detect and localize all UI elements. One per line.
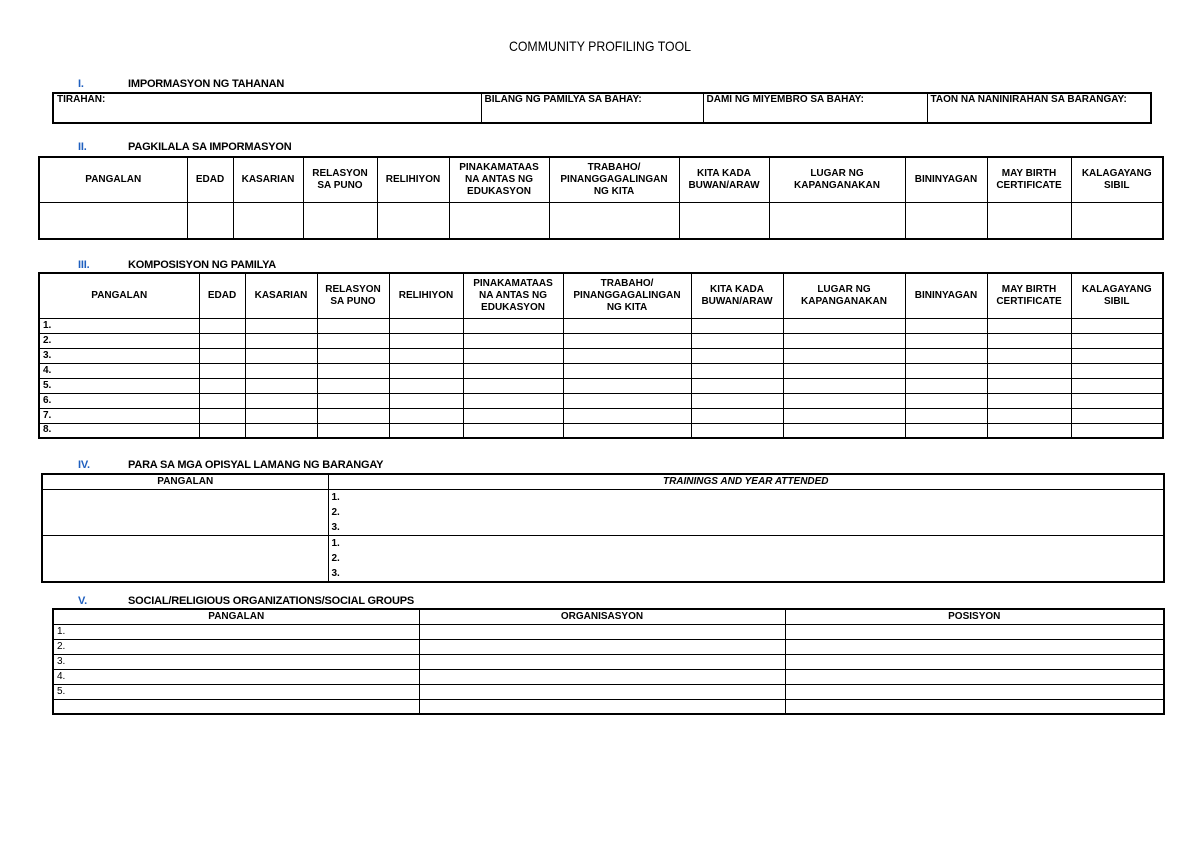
official-trainings-cell[interactable] [328,489,1164,535]
org-row[interactable] [53,699,1164,714]
family-header-birth-cert: MAY BIRTH CERTIFICATE [987,273,1071,318]
family-header-bininyagan: BININYAGAN [905,273,987,318]
org-row[interactable] [53,639,1164,654]
profile-header-kita: KITA KADA BUWAN/ARAW [679,157,769,202]
profile-header-edukasyon: PINAKAMATAAS NA ANTAS NG EDUKASYON [449,157,549,202]
training-item: 2. [331,506,340,518]
family-row-number: 1. [39,318,199,333]
family-header-trabaho: TRABAHO/ PINANGGAGALINGAN NG KITA [563,273,691,318]
officials-row[interactable] [42,535,1164,582]
family-row-number: 5. [39,378,199,393]
family-row[interactable] [39,348,1163,363]
officials-header-pangalan: PANGALAN [42,474,328,489]
org-row-number: 4. [53,669,419,684]
family-row-number: 7. [39,408,199,423]
training-item: 3. [331,521,340,533]
profile-header-trabaho: TRABAHO/ PINANGGAGALINGAN NG KITA [549,157,679,202]
section-4-number: IV. [78,459,90,471]
family-row[interactable] [39,318,1163,333]
org-row[interactable] [53,624,1164,639]
org-row-number: 1. [53,624,419,639]
training-item: 1. [331,491,340,503]
family-header-kalagayang-sibil: KALAGAYANG SIBIL [1071,273,1163,318]
officials-trainings-table [41,473,1165,583]
family-row[interactable] [39,378,1163,393]
profile-header-relihiyon: RELIHIYON [377,157,449,202]
profile-header-kalagayang-sibil: KALAGAYANG SIBIL [1071,157,1163,202]
training-item: 1. [331,537,340,549]
section-4-title: PARA SA MGA OPISYAL LAMANG NG BARANGAY [128,459,384,471]
organizations-table [52,608,1165,715]
family-row[interactable] [39,393,1163,408]
officials-row[interactable] [42,489,1164,535]
orgs-header-pangalan: PANGALAN [53,609,419,624]
family-row[interactable] [39,333,1163,348]
official-name-cell[interactable] [42,535,328,582]
profile-entry-row[interactable] [39,202,1163,239]
profile-header-edad: EDAD [187,157,233,202]
family-row[interactable] [39,408,1163,423]
section-1-number: I. [78,78,84,90]
family-header-relasyon: RELASYON SA PUNO [317,273,389,318]
orgs-header-organisasyon: ORGANISASYON [419,609,785,624]
org-row-number [53,699,419,714]
family-header-kita: KITA KADA BUWAN/ARAW [691,273,783,318]
bilang-pamilya-field[interactable]: BILANG NG PAMILYA SA BAHAY: [481,93,703,123]
official-trainings-cell[interactable] [328,535,1164,582]
household-info-table [52,92,1152,124]
family-header-edad: EDAD [199,273,245,318]
profile-header-pangalan: PANGALAN [39,157,187,202]
family-row-number: 6. [39,393,199,408]
training-item: 3. [331,567,340,579]
family-header-kasarian: KASARIAN [245,273,317,318]
profile-header-bininyagan: BININYAGAN [905,157,987,202]
section-5-title: SOCIAL/RELIGIOUS ORGANIZATIONS/SOCIAL GROUPS [128,595,414,607]
org-row-number: 2. [53,639,419,654]
section-1-title: IMPORMASYON NG TAHANAN [128,78,285,90]
section-3-title: KOMPOSISYON NG PAMILYA [128,259,276,271]
family-row[interactable] [39,363,1163,378]
profile-header-relasyon: RELASYON SA PUNO [303,157,377,202]
taon-naninirahan-field[interactable]: TAON NA NANINIRAHAN SA BARANGAY: [927,93,1151,123]
training-item: 2. [331,552,340,564]
orgs-header-posisyon: POSISYON [785,609,1164,624]
family-row-number: 8. [39,423,199,438]
page-title: COMMUNITY PROFILING TOOL [508,38,692,54]
org-row[interactable] [53,654,1164,669]
section-2-title: PAGKILALA SA IMPORMASYON [128,141,292,153]
section-3-number: III. [78,259,90,271]
family-row-number: 2. [39,333,199,348]
profile-header-birth-cert: MAY BIRTH CERTIFICATE [987,157,1071,202]
family-header-relihiyon: RELIHIYON [389,273,463,318]
officials-header-trainings: TRAININGS AND YEAR ATTENDED [328,474,1164,489]
dami-miyembro-field[interactable]: DAMI NG MIYEMBRO SA BAHAY: [703,93,927,123]
family-header-edukasyon: PINAKAMATAAS NA ANTAS NG EDUKASYON [463,273,563,318]
org-row[interactable] [53,684,1164,699]
section-5-number: V. [78,595,87,607]
official-name-cell[interactable] [42,489,328,535]
profile-header-lugar: LUGAR NG KAPANGANAKAN [769,157,905,202]
profile-header-kasarian: KASARIAN [233,157,303,202]
family-row-number: 3. [39,348,199,363]
family-header-lugar: LUGAR NG KAPANGANAKAN [783,273,905,318]
family-row[interactable] [39,423,1163,438]
family-row-number: 4. [39,363,199,378]
family-header-pangalan: PANGALAN [39,273,199,318]
org-row[interactable] [53,669,1164,684]
family-composition-table [38,272,1164,439]
org-row-number: 5. [53,684,419,699]
section-2-number: II. [78,141,87,153]
org-row-number: 3. [53,654,419,669]
tirahan-field[interactable]: TIRAHAN: [53,93,481,123]
profile-table [38,156,1164,240]
